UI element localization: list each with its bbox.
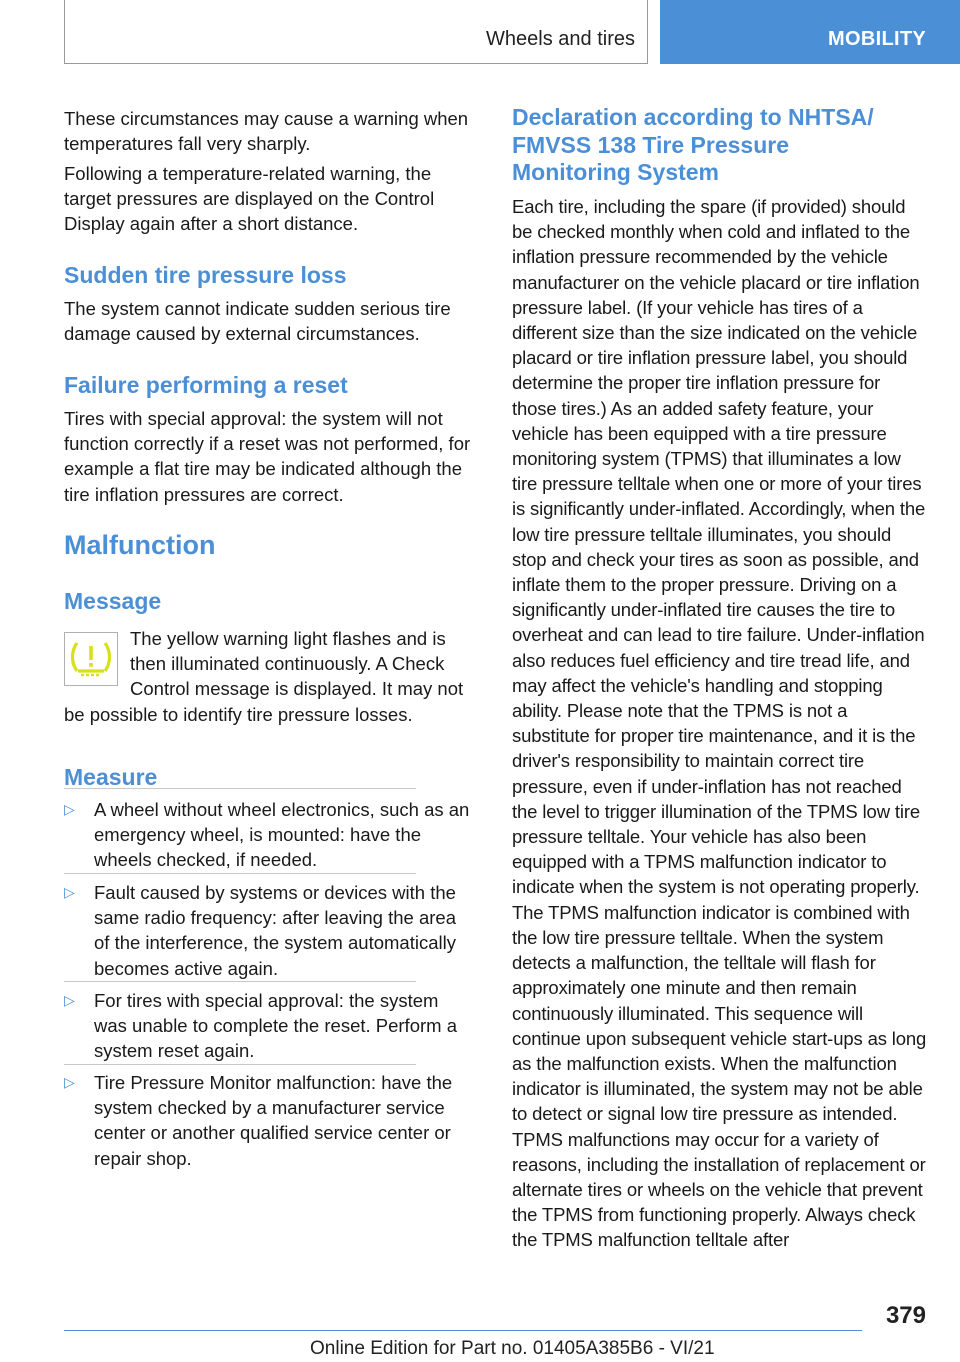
chapter-title: MOBILITY xyxy=(828,28,926,50)
measure-text-3: For tires with special approval: the system was unable to complete the reset. Perform a system reset again. xyxy=(94,990,457,1062)
icon-spacer xyxy=(64,626,130,701)
measure-text-1: A wheel without wheel electronics, such as an emergency wheel, is mounted: have the wheels checked, if needed. xyxy=(94,799,470,871)
bullet-triangle-icon: ▷ xyxy=(64,992,75,1008)
measure-rule-top xyxy=(64,788,416,789)
bullet-triangle-icon: ▷ xyxy=(64,884,75,900)
intro-paragraph-1: These circumstances may cause a warning when temperatures fall very sharply. xyxy=(64,108,469,155)
failure-reset-heading: Failure performing a reset xyxy=(64,372,348,398)
sudden-loss-text: The system cannot indicate sudden serious tire damage caused by external circumstances. xyxy=(64,298,451,345)
bullet-triangle-icon: ▷ xyxy=(64,1074,75,1090)
footer-rule xyxy=(64,1330,862,1331)
edition-text: Online Edition for Part no. 01405A385B6 - VI/21 xyxy=(310,1338,715,1359)
section-title: Wheels and tires xyxy=(486,28,635,50)
measure-heading: Measure xyxy=(64,764,158,790)
intro-paragraph-2: Following a temperature-related warning, the target pressures are displayed on the Control Display again after a short distance. xyxy=(64,163,435,235)
bullet-triangle-icon: ▷ xyxy=(64,801,75,817)
measure-rule-3 xyxy=(64,1064,416,1065)
measure-rule-1 xyxy=(64,873,416,874)
measure-rule-2 xyxy=(64,981,416,982)
failure-reset-text: Tires with special approval: the system will not function correctly if a reset was not performed, for example a flat tire may be indicated although the tire inflation pressures are correct. xyxy=(64,408,471,505)
message-heading: Message xyxy=(64,588,162,614)
measure-text-4: Tire Pressure Monitor malfunction: have the system checked by a manufacturer service center or another qualified service center or repair shop. xyxy=(94,1072,453,1169)
page-number: 379 xyxy=(885,1302,926,1329)
message-text-wrapped xyxy=(64,626,476,727)
chapter-tab[interactable] xyxy=(660,0,960,64)
declaration-heading: Declaration according to NHTSA/ FMVSS 138 Tire Pressure Monitoring System xyxy=(512,104,874,185)
running-header xyxy=(64,0,648,64)
measure-text-2: Fault caused by systems or devices with the same radio frequency: after leaving the area of the interference, the system automatically becomes active again. xyxy=(94,882,456,979)
sudden-loss-heading: Sudden tire pressure loss xyxy=(64,262,347,288)
declaration-text: Each tire, including the spare (if provided) should be checked monthly when cold and inflated to the inflation pressure recommended by the vehicle manufacturer on the vehicle placard or tire inflation pressure label. (If your vehicle has tires of a different size than the size indicated on the vehicle placard or tire inflation pressure label, you should determine the proper tire inflation pressure for those tires.) As an added safety feature, your vehicle has been equipped with a tire pressure monitoring system (TPMS) that illuminates a low tire pressure telltale when one or more of your tires is significantly under-inflated. Accordingly, when the low tire pressure telltale illuminates, you should stop and check your tires as soon as possible, and inflate them to the proper pressure. Driving on a significantly under-inflated tire causes the tire to overheat and can lead to tire failure. Under-inflation also reduces fuel efficiency and tire tread life, and may affect the vehicle's handling and stopping ability. Please note that the TPMS is not a substitute for proper tire maintenance, and it is the driver's responsibility to maintain correct tire pressure, even if under-inflation has not reached the level to trigger illumination of the TPMS low tire pressure telltale. Your vehicle has also been equipped with a TPMS malfunction indicator to indicate when the system is not operating properly. The TPMS malfunction indicator is combined with the low tire pressure telltale. When the system detects a malfunction, the telltale will flash for approximately one minute and then remain continuously illuminated. This sequence will continue upon subsequent vehicle start-ups as long as the malfunction exists. When the malfunction indicator is illuminated, the system may not be able to detect or signal low tire pressure as intended. TPMS malfunctions may occur for a variety of reasons, including the installation of replacement or alternate tires or wheels on the vehicle that prevent the TPMS from functioning properly. Always check the TPMS malfunction telltale after xyxy=(512,196,927,1251)
malfunction-heading: Malfunction xyxy=(64,530,216,560)
message-text: The yellow warning light flashes and is then illuminated continuously. A Check Control message is displayed. It may not be possible to identify tire pressure losses. xyxy=(64,628,464,725)
